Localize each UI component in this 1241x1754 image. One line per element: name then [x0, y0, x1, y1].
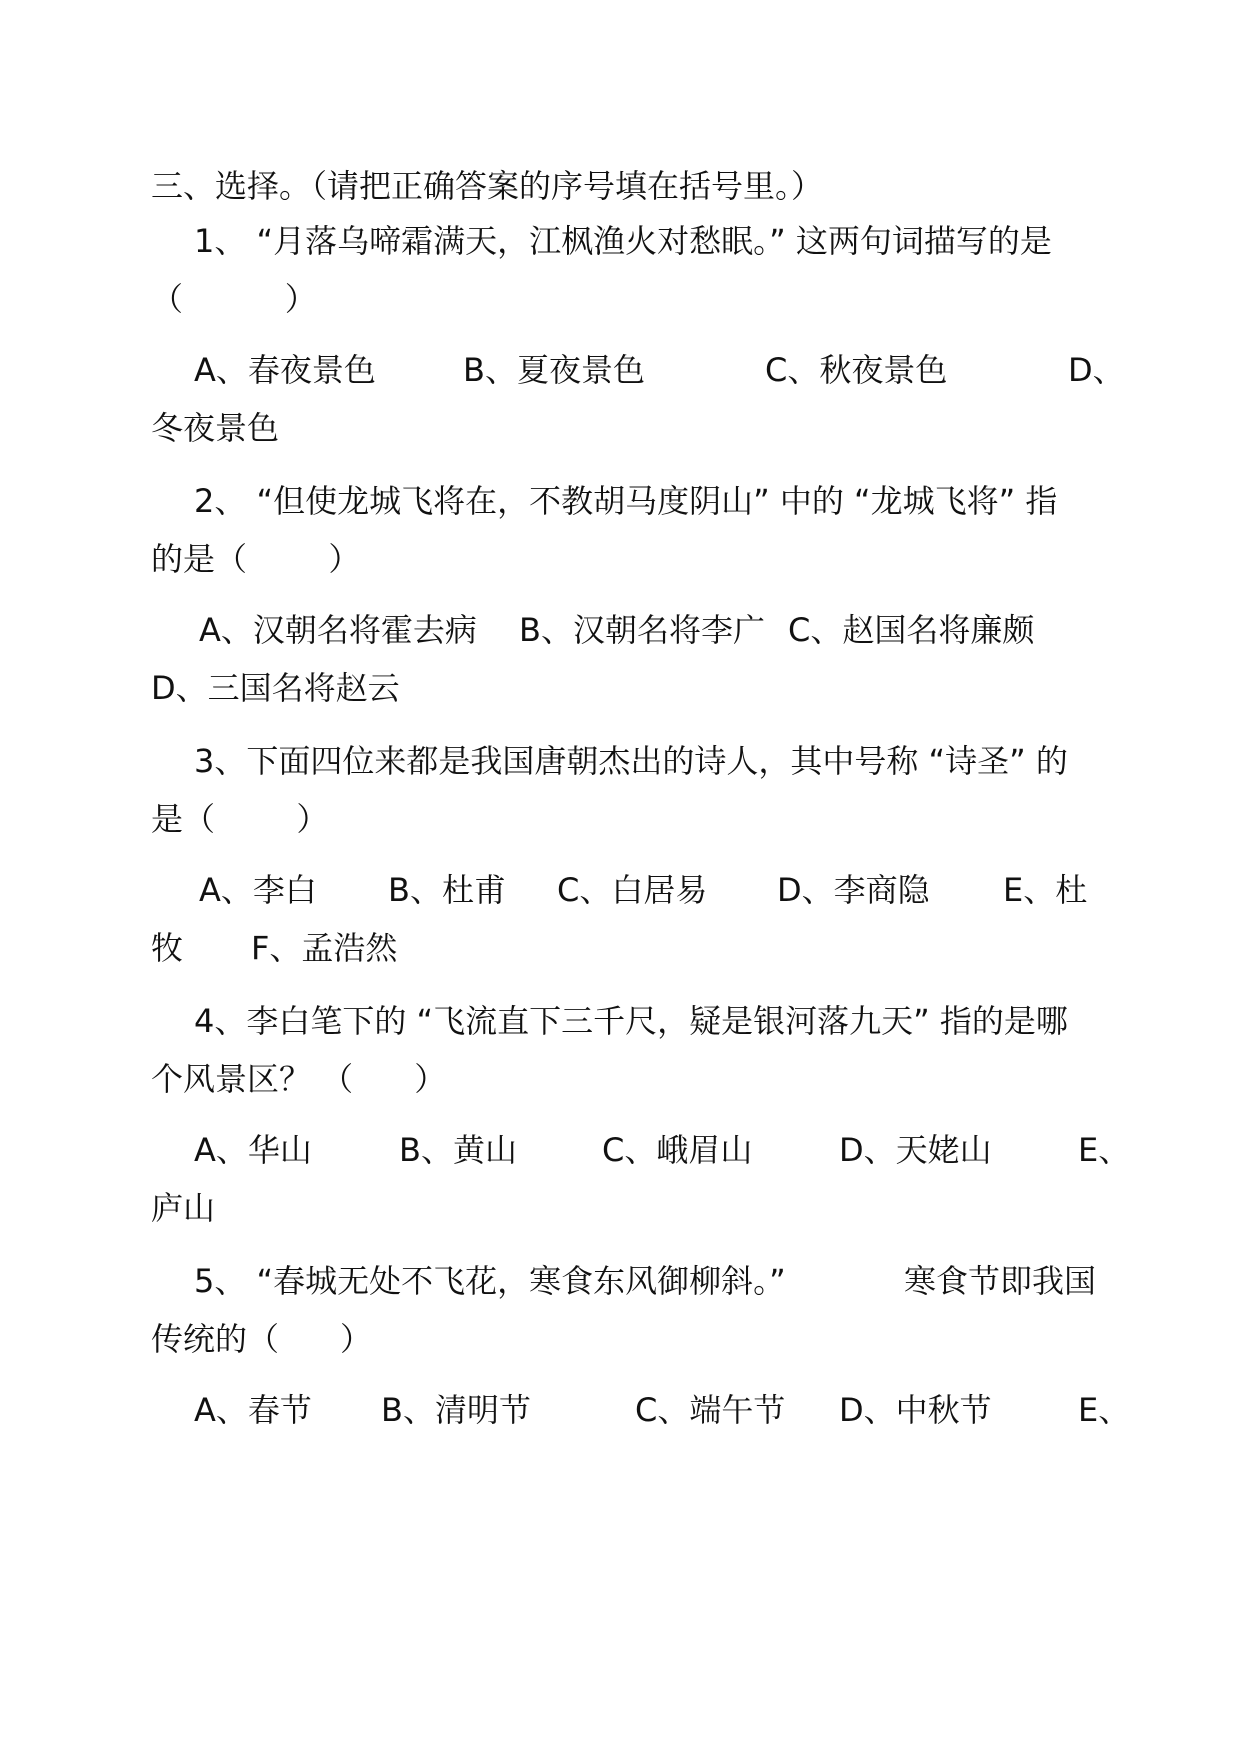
question-3-answer-blank: 是（ ）: [151, 800, 329, 838]
q4-option-e-text: 庐山: [151, 1189, 216, 1227]
q3-option-a: A、李白: [199, 871, 317, 909]
q5-option-a: A、春节: [194, 1391, 312, 1429]
q3-option-d: D、李商隐: [777, 871, 930, 909]
question-5-options: [151, 1390, 1131, 1670]
q1-option-b: B、夏夜景色: [463, 351, 645, 389]
q3-option-e-end: 牧: [151, 929, 184, 967]
q3-option-e-start: E、杜: [1003, 871, 1088, 909]
q1-option-a: A、春夜景色: [194, 351, 376, 389]
question-1-stem: 1、 “月落乌啼霜满天，江枫渔火对愁眠。” 这两句词描写的是: [194, 222, 1052, 260]
q5-option-b: B、清明节: [381, 1391, 531, 1429]
question-1-answer-blank: （ ）: [151, 280, 317, 318]
q2-option-d: D、三国名将赵云: [151, 669, 400, 707]
q5-option-d: D、中秋节: [839, 1391, 992, 1429]
q2-option-c: C、赵国名将廉颇: [788, 611, 1035, 649]
question-3-stem: 3、下面四位来都是我国唐朝杰出的诗人，其中号称 “诗圣” 的: [194, 742, 1068, 780]
question-2-stem: 2、 “但使龙城飞将在，不教胡马度阴山” 中的 “龙城飞将” 指: [194, 482, 1058, 520]
question-2-answer-blank: 的是（ ）: [151, 540, 361, 578]
question-5-stem-tail: 寒食节即我国: [904, 1262, 1097, 1300]
q1-option-c: C、秋夜景色: [765, 351, 948, 389]
question-5-stem: 5、 “春城无处不飞花，寒食东风御柳斜。”: [194, 1262, 786, 1300]
q5-option-c: C、端午节: [635, 1391, 786, 1429]
q2-option-b: B、汉朝名将李广: [519, 611, 765, 649]
q4-option-d: D、天姥山: [839, 1131, 992, 1169]
q3-option-c: C、白居易: [557, 871, 708, 909]
section-heading: 三、选择。（请把正确答案的序号填在括号里。）: [151, 167, 824, 205]
q3-option-f: F、孟浩然: [251, 929, 398, 967]
question-4-stem: 4、李白笔下的 “飞流直下三千尺，疑是银河落九天” 指的是哪: [194, 1002, 1068, 1040]
q4-option-c: C、峨眉山: [602, 1131, 753, 1169]
question-5-answer-blank: 传统的（ ）: [151, 1320, 373, 1358]
q4-option-a: A、华山: [194, 1131, 312, 1169]
q5-option-e: E、: [1078, 1391, 1131, 1429]
question-4-answer-blank: 个风景区？ （ ）: [151, 1060, 447, 1098]
q2-option-a: A、汉朝名将霍去病: [199, 611, 477, 649]
q1-option-d-text: 冬夜景色: [151, 409, 280, 447]
q3-option-b: B、杜甫: [388, 871, 506, 909]
q4-option-e-label: E、: [1078, 1131, 1131, 1169]
q1-option-d-label: D、: [1068, 351, 1125, 389]
q4-option-b: B、黄山: [399, 1131, 517, 1169]
